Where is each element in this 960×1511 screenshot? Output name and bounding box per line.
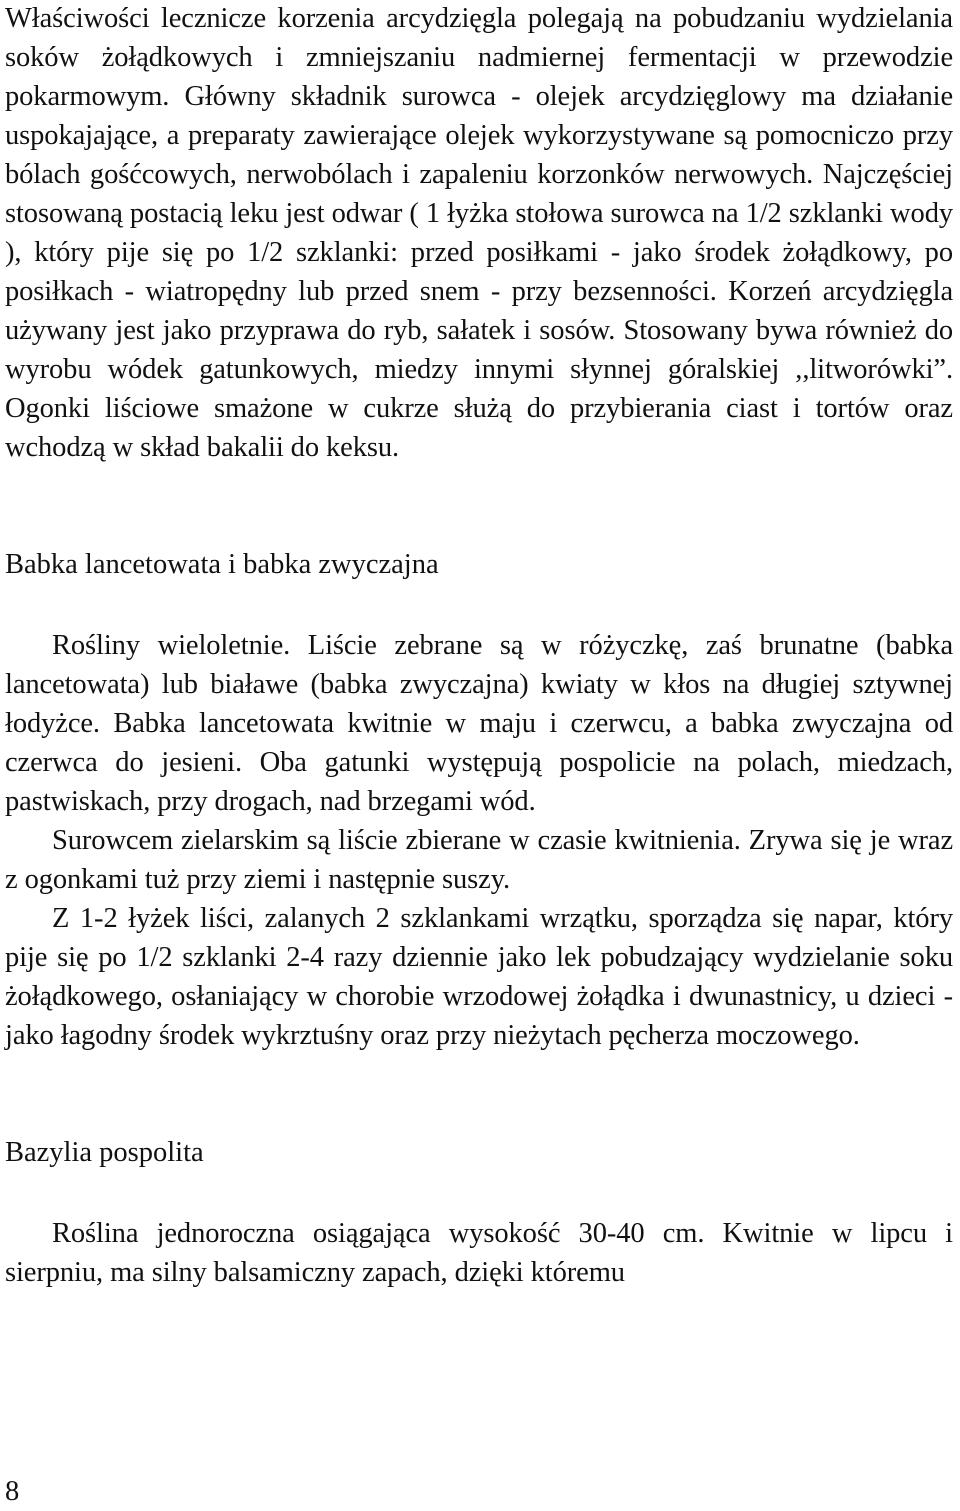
section-heading-bazylia: Bazylia pospolita [5,1137,204,1168]
babka-paragraph-harvest: Surowcem zielarskim są liście zbierane w czasie kwitnienia. Zrywa się je wraz z ogonkami tuż przy ziemi i następnie suszy. [5,825,953,895]
page-number: 8 [5,1476,20,1507]
bazylia-paragraph-description: Roślina jednoroczna osiągająca wysokość 30-40 cm. Kwitnie w lipcu i sierpniu, ma silny balsamiczny zapach, dzięki któremu [5,1218,953,1288]
document-page [5,0,953,1292]
babka-paragraph-usage: Z 1-2 łyżek liści, zalanych 2 szklankami wrzątku, sporządza się napar, który pije się po 1/2 szklanki 2-4 razy dziennie jako lek pobudzający wydzielanie soku żołądkowego, osłaniający w chorobie wrzodowej żołądka i dwunastnicy, u dzieci - jako łagodny środek wykrztuśny oraz przy nieżytach pęcherza moczowego. [5,903,953,1051]
section-heading-babka: Babka lancetowata i babka zwyczajna [5,549,439,580]
intro-paragraph: Właściwości lecznicze korzenia arcydzięgla polegają na pobudzaniu wydzielania soków żołądkowych i zmniejszaniu nadmiernej fermentacji w przewodzie pokarmowym. Główny składnik surowca - olejek arcydzięglowy ma działanie uspokajające, a preparaty zawierające olejek wykorzystywane są pomocniczo przy bólach gośćcowych, nerwobólach i zapaleniu korzonków nerwowych. Najczęściej stosowaną postacią leku jest odwar ( 1 łyżka stołowa surowca na 1/2 szklanki wody ), który pije się po 1/2 szklanki: przed posiłkami - jako środek żołądkowy, po posiłkach - wiatropędny lub przed snem - przy bezsenności. Korzeń arcydzięgla używany jest jako przyprawa do ryb, sałatek i sosów. Stosowany bywa również do wyrobu wódek gatunkowych, miedzy innymi słynnej góralskiej ,,litworówki”. Ogonki liściowe smażone w cukrze służą do przybierania ciast i tortów oraz wchodzą w skład bakalii do keksu. [5,3,953,463]
babka-paragraph-description: Rośliny wieloletnie. Liście zebrane są w różyczkę, zaś brunatne (babka lancetowata) lub białawe (babka zwyczajna) kwiaty w kłos na długiej sztywnej łodyżce. Babka lancetowata kwitnie w maju i czerwcu, a babka zwyczajna od czerwca do jesieni. Oba gatunki występują pospolicie na polach, miedzach, pastwiskach, przy drogach, nad brzegami wód. [5,630,953,817]
